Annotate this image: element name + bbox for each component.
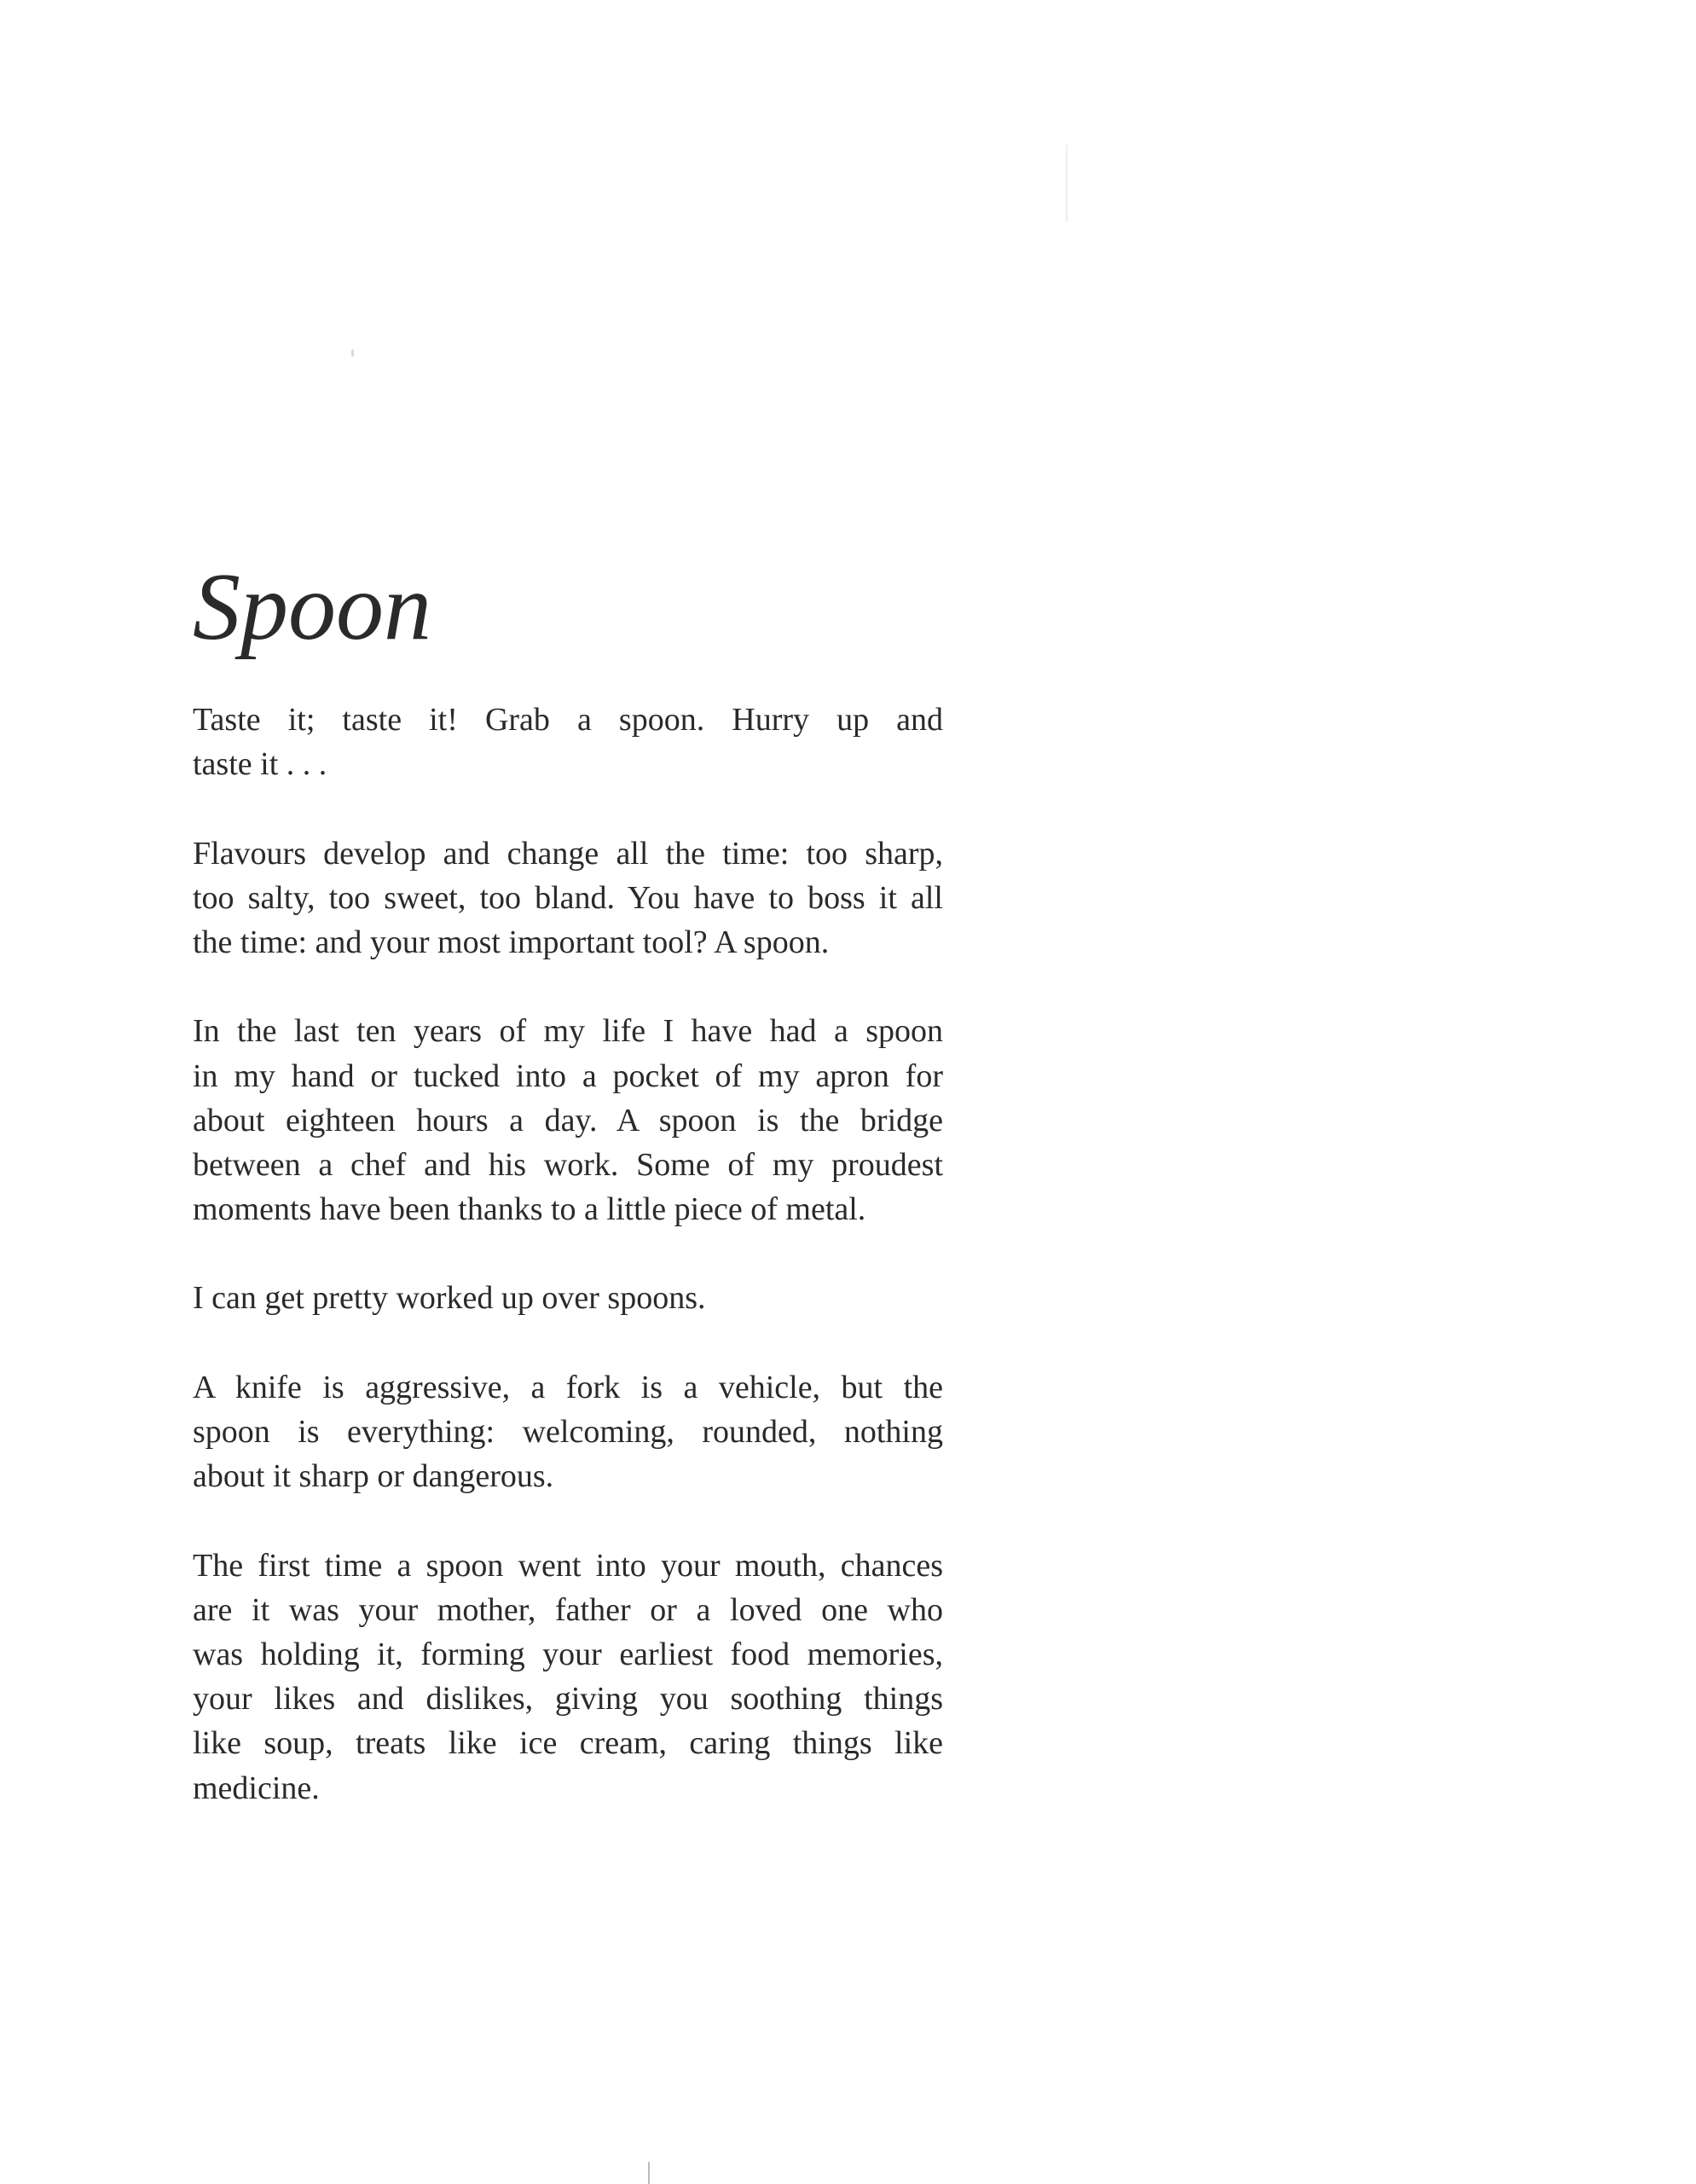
body-text [193,698,943,1855]
text-line: taste it . . . [193,746,327,783]
paragraph [193,1365,943,1499]
text-line: too salty, too sweet, too bland. You have to boss it all [193,879,943,916]
text-line: between a chef and his work. Some of my proudest [193,1146,943,1183]
scan-speck [351,350,354,356]
text-line: Flavours develop and change all the time: too sharp, [193,835,943,872]
text-line: about eighteen hours a day. A spoon is the bridge [193,1102,943,1138]
paragraph [193,1544,943,1810]
text-line: Taste it; taste it! Grab a spoon. Hurry up and [193,702,943,738]
text-line: the time: and your most important tool? A spoon. [193,924,830,960]
scan-speck [1066,145,1068,222]
paragraph [193,698,943,786]
page-title: Spoon [193,554,431,660]
paragraph [193,1009,943,1231]
text-line: was holding it, forming your earliest food memories, [193,1636,943,1672]
text-line: moments have been thanks to a little piece of metal. [193,1191,866,1228]
text-line: about it sharp or dangerous. [193,1458,554,1495]
text-line: I can get pretty worked up over spoons. [193,1280,706,1317]
text-line: medicine. [193,1770,320,1806]
scan-speck [648,2162,650,2184]
text-line: are it was your mother, father or a loved one who [193,1591,943,1628]
text-line: in my hand or tucked into a pocket of my apron for [193,1057,943,1094]
text-line: The first time a spoon went into your mouth, chances [193,1547,943,1584]
text-line: your likes and dislikes, giving you soothing things [193,1681,943,1718]
text-line: spoon is everything: welcoming, rounded, nothing [193,1414,943,1450]
text-line: like soup, treats like ice cream, caring things like [193,1725,943,1762]
paragraph [193,831,943,965]
paragraph [193,1276,943,1320]
text-line: A knife is aggressive, a fork is a vehicle, but the [193,1369,943,1405]
text-line: In the last ten years of my life I have had a spoon [193,1013,943,1050]
